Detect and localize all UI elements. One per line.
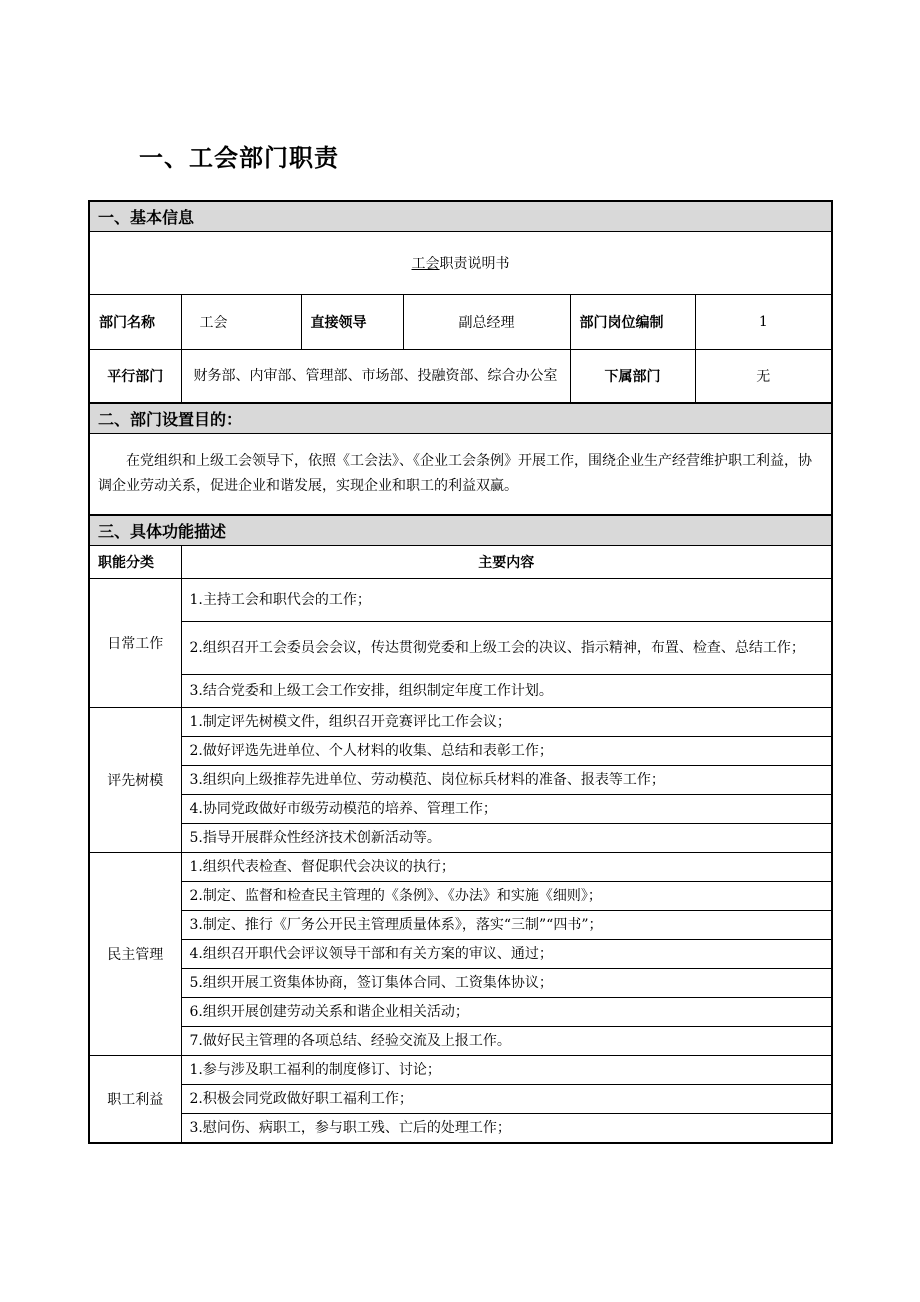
staffing-label: 部门岗位编制 (570, 295, 695, 350)
table-row (89, 998, 832, 1027)
list-item: 2.制定、监督和检查民主管理的《条例》、《办法》和实施《细则》； (181, 882, 832, 911)
list-item: 1.制定评先树模文件，组织召开竞赛评比工作会议； (181, 708, 832, 737)
doc-title-underlined: 工会 (411, 256, 440, 272)
col-content-header: 主要内容 (181, 546, 832, 579)
table-row (89, 1056, 832, 1085)
list-item: 1.主持工会和职代会的工作； (181, 579, 832, 622)
section-header: 三、具体功能描述 (89, 515, 832, 546)
category-cell: 日常工作 (89, 579, 181, 708)
direct-leader-value: 副总经理 (403, 295, 570, 350)
list-item: 1.参与涉及职工福利的制度修订、讨论； (181, 1056, 832, 1085)
doc-title-row (89, 232, 832, 295)
table-row (89, 882, 832, 911)
table-row (89, 708, 832, 737)
table-row (89, 622, 832, 675)
section-purpose-header-row (89, 403, 832, 434)
doc-title-rest: 职责说明书 (439, 256, 510, 272)
list-item: 3.慰问伤、病职工，参与职工残、亡后的处理工作； (181, 1114, 832, 1144)
list-item: 4.协同党政做好市级劳动模范的培养、管理工作； (181, 795, 832, 824)
dept-name-label: 部门名称 (89, 295, 181, 350)
section-functions-header-row (89, 515, 832, 546)
list-item: 4.组织召开职代会评议领导干部和有关方案的审议、通过； (181, 940, 832, 969)
section-basic-info-header-row (89, 201, 832, 232)
table-row (89, 1114, 832, 1144)
purpose-row (89, 434, 832, 516)
table-row (89, 1085, 832, 1114)
table-row (89, 579, 832, 622)
doc-title (89, 232, 832, 295)
sub-dept-label: 下属部门 (570, 350, 695, 404)
parallel-dept-value: 财务部、内审部、管理部、市场部、投融资部、综合办公室 (181, 350, 570, 404)
section-header: 二、部门设置目的： (89, 403, 832, 434)
list-item: 5.指导开展群众性经济技术创新活动等。 (181, 824, 832, 853)
list-item: 3.制定、推行《厂务公开民主管理质量体系》，落实“三制”“四书”； (181, 911, 832, 940)
list-item: 1.组织代表检查、督促职代会决议的执行； (181, 853, 832, 882)
table-row (89, 940, 832, 969)
table-row (89, 675, 832, 708)
list-item: 2.积极会同党政做好职工福利工作； (181, 1085, 832, 1114)
list-item: 5.组织开展工资集体协商，签订集体合同、工资集体协议； (181, 969, 832, 998)
duty-table (88, 200, 833, 1144)
direct-leader-label: 直接领导 (301, 295, 403, 350)
functions-column-header-row (89, 546, 832, 579)
table-row (89, 911, 832, 940)
dept-info-row (89, 295, 832, 350)
table-row (89, 737, 832, 766)
list-item: 2.组织召开工会委员会会议，传达贯彻党委和上级工会的决议、指示精神，布置、检查、总结工作； (181, 622, 832, 675)
sub-dept-value: 无 (695, 350, 832, 404)
page-title: 一、工会部门职责 (139, 144, 339, 172)
list-item: 2.做好评选先进单位、个人材料的收集、总结和表彰工作； (181, 737, 832, 766)
table-row (89, 969, 832, 998)
list-item: 3.组织向上级推荐先进单位、劳动模范、岗位标兵材料的准备、报表等工作； (181, 766, 832, 795)
list-item: 6.组织开展创建劳动关系和谐企业相关活动； (181, 998, 832, 1027)
purpose-text: 在党组织和上级工会领导下，依照《工会法》、《企业工会条例》开展工作，围绕企业生产经营维护职工利益，协调企业劳动关系，促进企业和谐发展，实现企业和职工的利益双赢。 (98, 453, 812, 494)
list-item: 7.做好民主管理的各项总结、经验交流及上报工作。 (181, 1027, 832, 1056)
dept-name-value: 工会 (181, 295, 301, 350)
parallel-dept-label: 平行部门 (89, 350, 181, 404)
table-row (89, 824, 832, 853)
category-cell: 评先树模 (89, 708, 181, 853)
list-item: 3.结合党委和上级工会工作安排，组织制定年度工作计划。 (181, 675, 832, 708)
table-row (89, 795, 832, 824)
table-row (89, 853, 832, 882)
purpose-text-cell (89, 434, 832, 516)
table-row (89, 1027, 832, 1056)
col-category-header: 职能分类 (89, 546, 181, 579)
category-cell: 职工利益 (89, 1056, 181, 1144)
table-row (89, 766, 832, 795)
category-cell: 民主管理 (89, 853, 181, 1056)
staffing-value: 1 (695, 295, 832, 350)
section-header: 一、基本信息 (89, 201, 832, 232)
dept-relations-row (89, 350, 832, 404)
